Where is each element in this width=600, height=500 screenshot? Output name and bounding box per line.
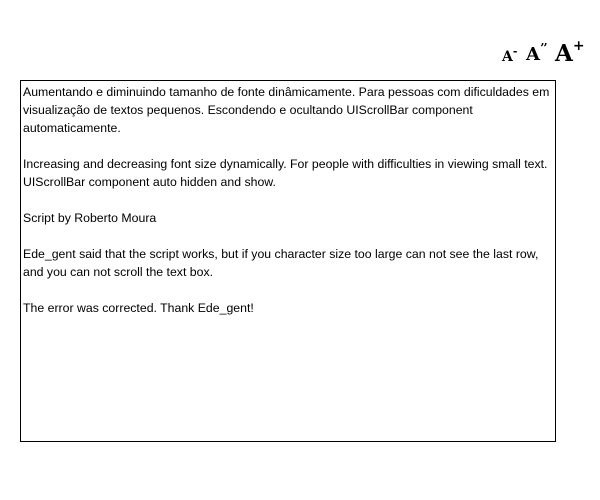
decrease-font-symbol: - (512, 45, 518, 58)
paragraph-english: Increasing and decreasing font size dynamically. For people with difficulties in viewing small text. UIScrollBar component auto hidden and show. (23, 157, 548, 189)
paragraph-fix-note: The error was corrected. Thank Ede_gent! (23, 301, 254, 315)
increase-font-letter: A (555, 40, 573, 67)
reset-font-symbol: ʼʼ (539, 41, 547, 55)
increase-font-symbol: + (572, 38, 585, 54)
reset-font-letter: A (526, 44, 540, 65)
text-area[interactable] (20, 80, 556, 442)
text-content (23, 83, 553, 335)
decrease-font-letter: A (502, 49, 513, 65)
decrease-font-button[interactable] (502, 45, 518, 65)
paragraph-bug-report: Ede_gent said that the script works, but if you character size too large can not see the last row, and you can not scroll the text box. (23, 247, 539, 279)
paragraph-portuguese: Aumentando e diminuindo tamanho de fonte dinâmicamente. Para pessoas com dificuldades em visualização de textos pequenos. Escondendo e ocultando UIScrollBar component automaticamente. (23, 85, 550, 135)
increase-font-button[interactable] (555, 38, 585, 67)
font-size-controls (500, 40, 592, 72)
reset-font-button[interactable] (526, 41, 547, 65)
paragraph-author: Script by Roberto Moura (23, 211, 157, 225)
